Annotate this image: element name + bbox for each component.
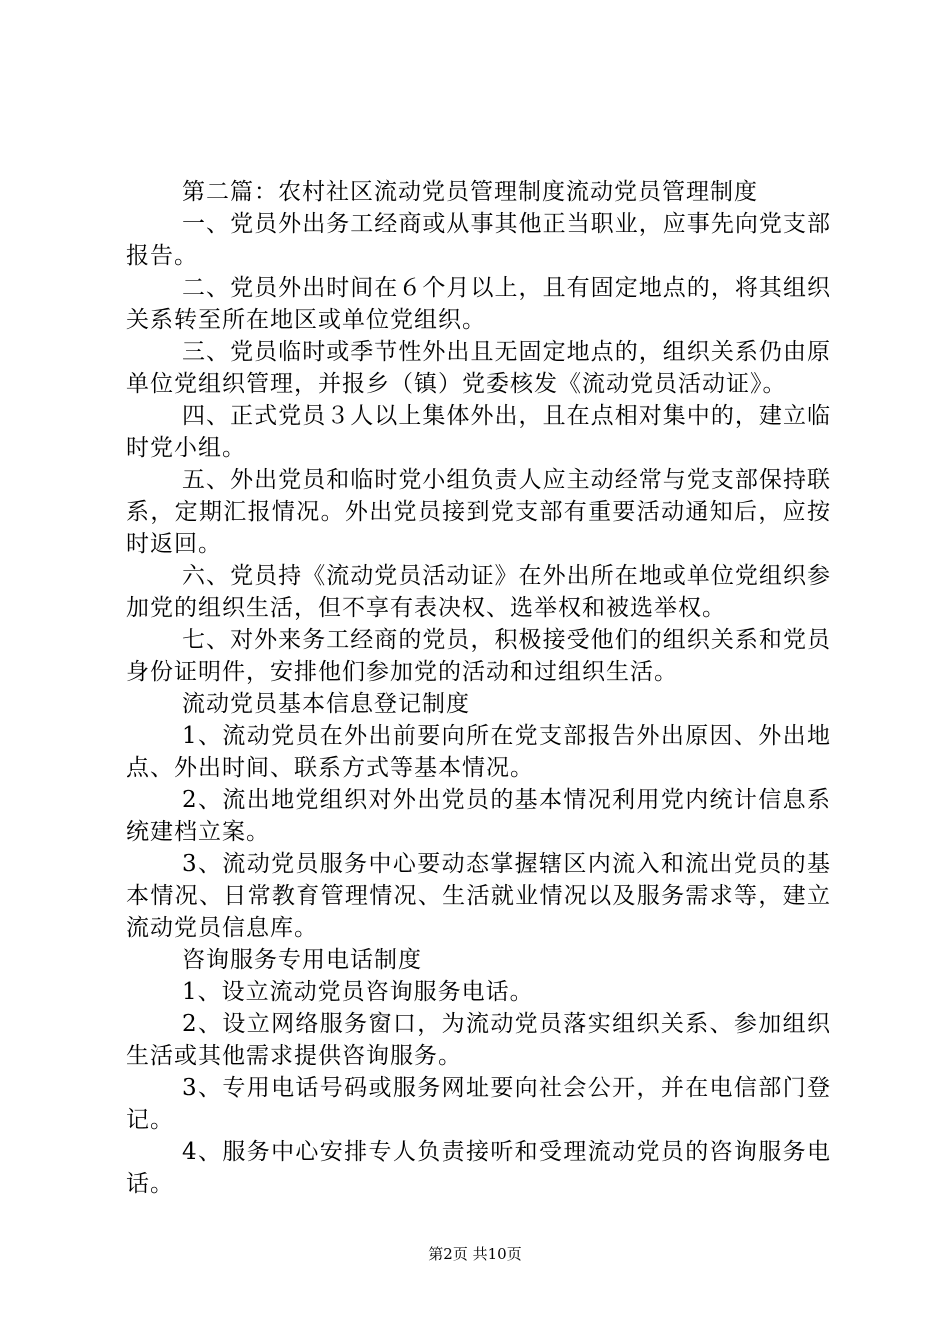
- paragraph-item-1: 一、党员外出务工经商或从事其他正当职业，应事先向党支部报告。: [126, 211, 831, 269]
- hotline-item-1: 1、设立流动党员咨询服务电话。: [182, 979, 534, 1005]
- registration-item-2: 2、流出地党组织对外出党员的基本情况利用党内统计信息系统建档立案。: [126, 787, 831, 845]
- registration-item-3: 3、流动党员服务中心要动态掌握辖区内流入和流出党员的基本情况、日常教育管理情况、生活就业情况以及服务需求等，建立流动党员信息库。: [126, 851, 831, 941]
- page-footer: 第2页 共10页: [428, 1245, 522, 1263]
- paragraph-item-6: 六、党员持《流动党员活动证》在外出所在地或单位党组织参加党的组织生活，但不享有表决权、选举权和被选举权。: [126, 563, 831, 621]
- section-title: 第二篇：农村社区流动党员管理制度流动党员管理制度: [182, 179, 758, 205]
- document-body: [126, 176, 831, 1200]
- paragraph-item-3: 三、党员临时或季节性外出且无固定地点的，组织关系仍由原单位党组织管理，并报乡（镇）党委核发《流动党员活动证》。: [126, 339, 831, 397]
- paragraph-item-5: 五、外出党员和临时党小组负责人应主动经常与党支部保持联系，定期汇报情况。外出党员接到党支部有重要活动通知后，应按时返回。: [126, 467, 831, 557]
- hotline-item-4: 4、服务中心安排专人负责接听和受理流动党员的咨询服务电话。: [126, 1139, 831, 1197]
- registration-item-1: 1、流动党员在外出前要向所在党支部报告外出原因、外出地点、外出时间、联系方式等基本情况。: [126, 723, 831, 781]
- subsection-title-registration: 流动党员基本信息登记制度: [182, 691, 470, 717]
- paragraph-item-7: 七、对外来务工经商的党员，积极接受他们的组织关系和党员身份证明件，安排他们参加党的活动和过组织生活。: [126, 627, 831, 685]
- subsection-title-hotline: 咨询服务专用电话制度: [182, 947, 422, 973]
- paragraph-item-2: 二、党员外出时间在６个月以上，且有固定地点的，将其组织关系转至所在地区或单位党组织。: [126, 275, 831, 333]
- paragraph-item-4: 四、正式党员３人以上集体外出，且在点相对集中的，建立临时党小组。: [126, 403, 831, 461]
- hotline-item-2: 2、设立网络服务窗口，为流动党员落实组织关系、参加组织生活或其他需求提供咨询服务。: [126, 1011, 831, 1069]
- hotline-item-3: 3、专用电话号码或服务网址要向社会公开，并在电信部门登记。: [126, 1075, 831, 1133]
